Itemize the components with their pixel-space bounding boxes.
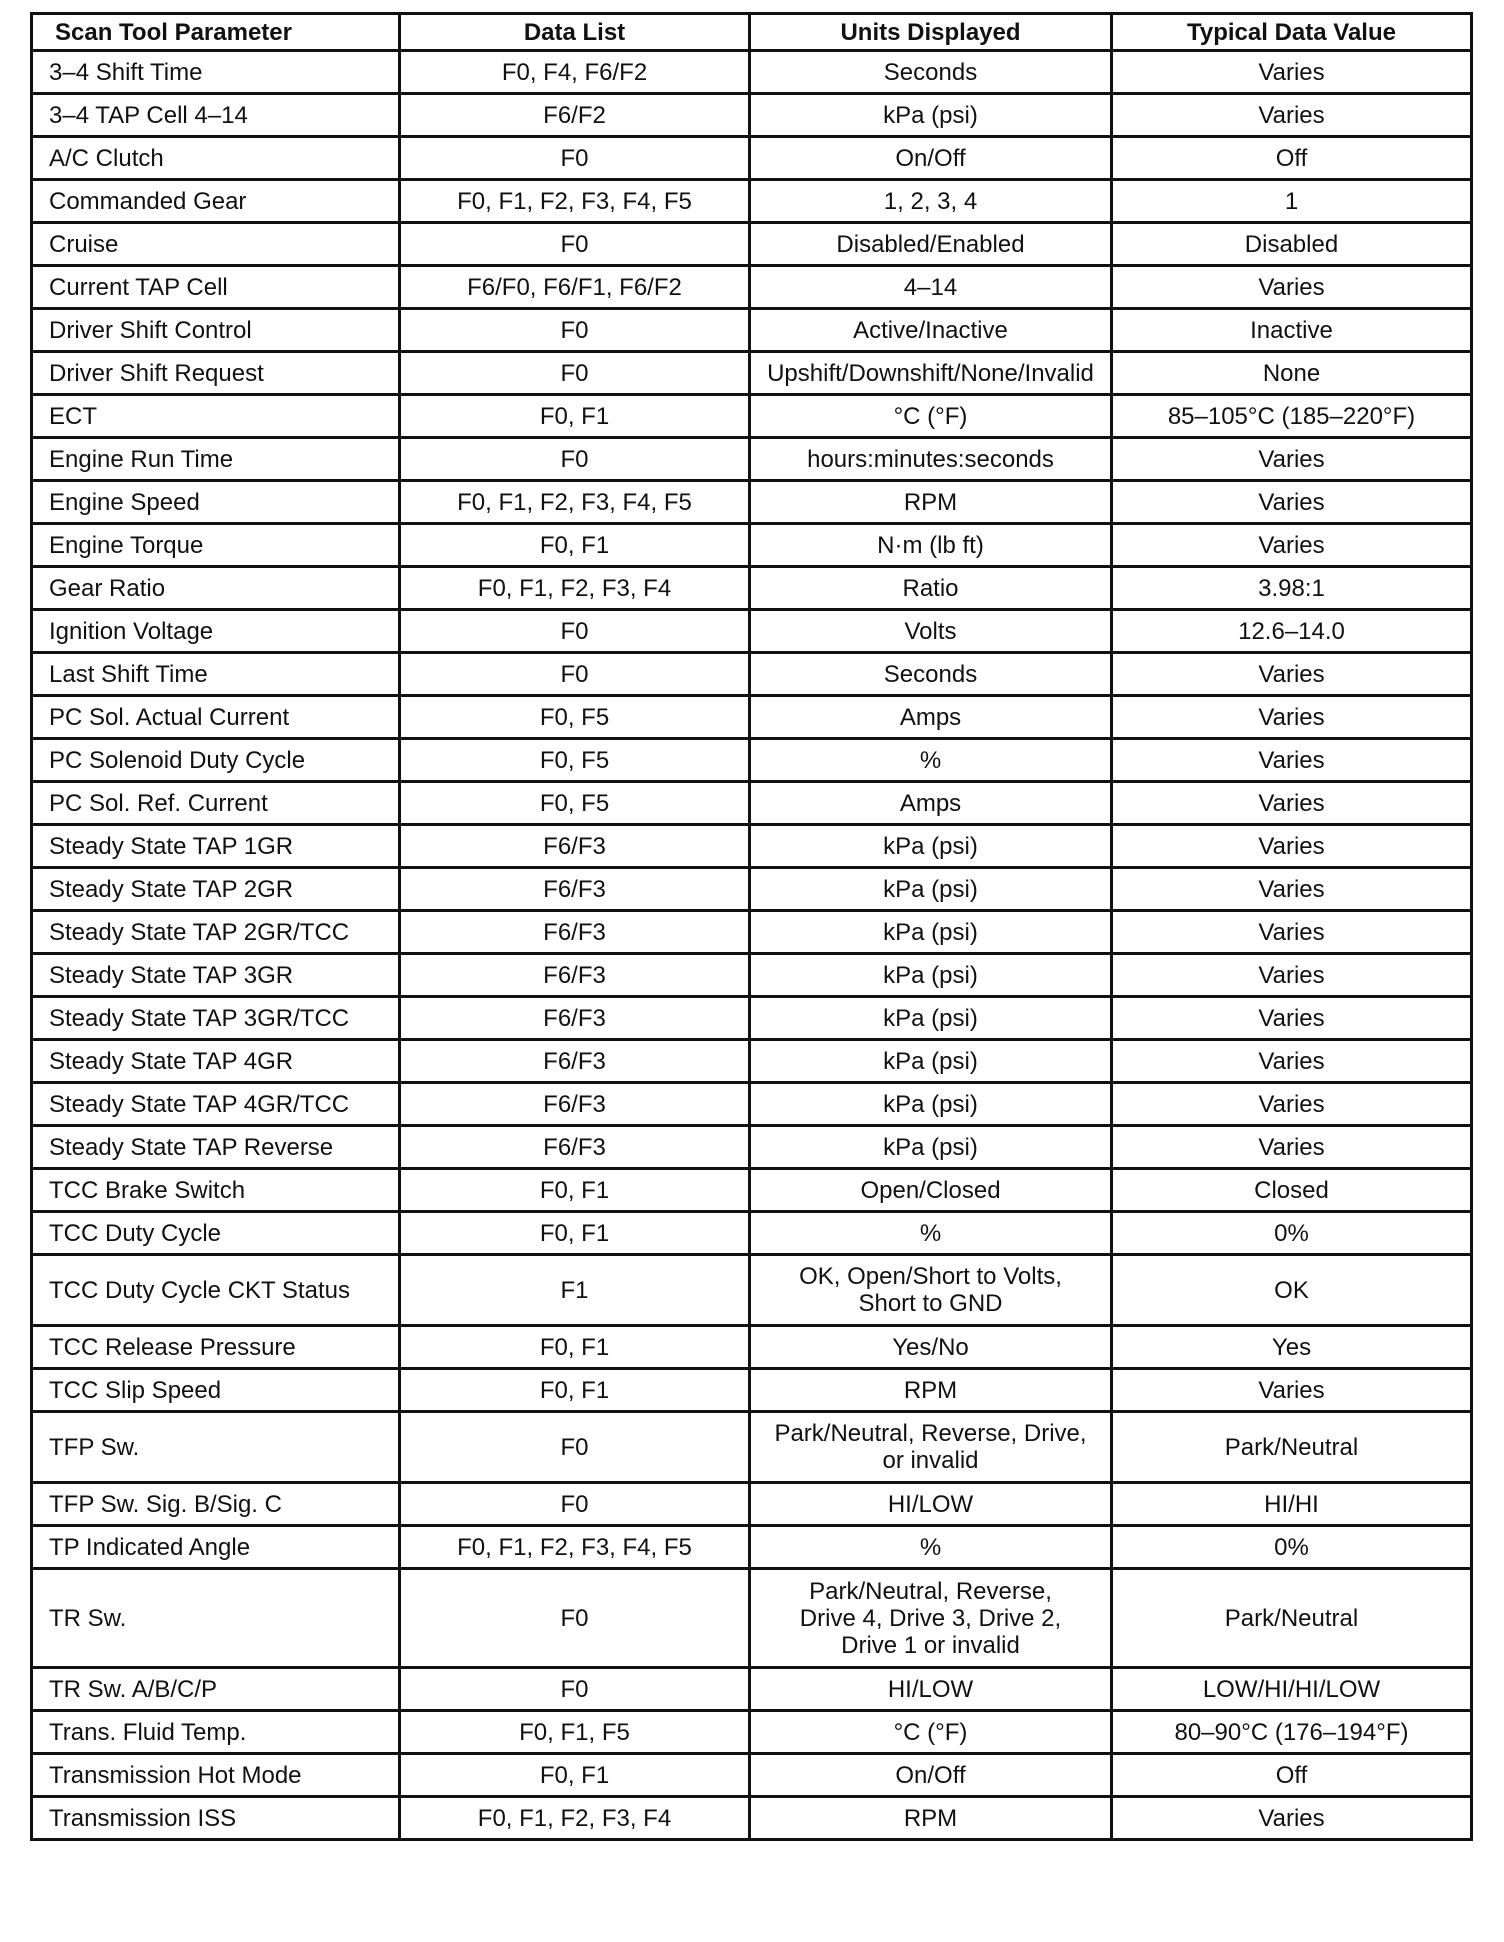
cell-parameter: TCC Duty Cycle CKT Status bbox=[32, 1255, 400, 1326]
cell-typical-value: Varies bbox=[1112, 1126, 1472, 1169]
table-row bbox=[32, 1797, 1472, 1840]
cell-parameter: 3–4 Shift Time bbox=[32, 51, 400, 94]
cell-units: kPa (psi) bbox=[750, 911, 1112, 954]
cell-units: Active/Inactive bbox=[750, 309, 1112, 352]
cell-typical-value: Varies bbox=[1112, 51, 1472, 94]
table-row bbox=[32, 739, 1472, 782]
table-row bbox=[32, 868, 1472, 911]
cell-typical-value: Varies bbox=[1112, 954, 1472, 997]
table-row bbox=[32, 567, 1472, 610]
cell-parameter: ECT bbox=[32, 395, 400, 438]
cell-units: kPa (psi) bbox=[750, 1083, 1112, 1126]
cell-typical-value: Varies bbox=[1112, 911, 1472, 954]
header-data-list: Data List bbox=[400, 14, 750, 51]
table-header-row bbox=[32, 14, 1472, 51]
cell-parameter: TR Sw. bbox=[32, 1569, 400, 1668]
cell-typical-value: Varies bbox=[1112, 997, 1472, 1040]
cell-typical-value: Varies bbox=[1112, 653, 1472, 696]
cell-data-list: F6/F3 bbox=[400, 954, 750, 997]
table-row bbox=[32, 954, 1472, 997]
cell-units: °C (°F) bbox=[750, 1711, 1112, 1754]
cell-units: OK, Open/Short to Volts, Short to GND bbox=[750, 1255, 1112, 1326]
table-body bbox=[32, 51, 1472, 1840]
cell-parameter: TCC Release Pressure bbox=[32, 1326, 400, 1369]
cell-units: Yes/No bbox=[750, 1326, 1112, 1369]
cell-units: kPa (psi) bbox=[750, 1040, 1112, 1083]
cell-units: kPa (psi) bbox=[750, 868, 1112, 911]
cell-parameter: Gear Ratio bbox=[32, 567, 400, 610]
cell-parameter: TCC Duty Cycle bbox=[32, 1212, 400, 1255]
cell-units: Upshift/Downshift/None/Invalid bbox=[750, 352, 1112, 395]
table-row bbox=[32, 1754, 1472, 1797]
cell-data-list: F0 bbox=[400, 1483, 750, 1526]
cell-parameter: Steady State TAP 4GR bbox=[32, 1040, 400, 1083]
cell-typical-value: 0% bbox=[1112, 1526, 1472, 1569]
table-row bbox=[32, 137, 1472, 180]
cell-typical-value: Varies bbox=[1112, 1797, 1472, 1840]
table-row bbox=[32, 1711, 1472, 1754]
table-row bbox=[32, 1369, 1472, 1412]
cell-units: RPM bbox=[750, 1369, 1112, 1412]
header-scan-tool-parameter: Scan Tool Parameter bbox=[32, 14, 400, 51]
cell-data-list: F0 bbox=[400, 610, 750, 653]
cell-units: HI/LOW bbox=[750, 1483, 1112, 1526]
header-typical-data-value: Typical Data Value bbox=[1112, 14, 1472, 51]
cell-parameter: A/C Clutch bbox=[32, 137, 400, 180]
table-row bbox=[32, 438, 1472, 481]
cell-units: kPa (psi) bbox=[750, 1126, 1112, 1169]
table-row bbox=[32, 1569, 1472, 1668]
table-row bbox=[32, 1169, 1472, 1212]
cell-units: On/Off bbox=[750, 1754, 1112, 1797]
table-row bbox=[32, 524, 1472, 567]
cell-data-list: F0, F1 bbox=[400, 1369, 750, 1412]
table-row bbox=[32, 1412, 1472, 1483]
cell-data-list: F0 bbox=[400, 223, 750, 266]
cell-data-list: F0, F1, F2, F3, F4, F5 bbox=[400, 1526, 750, 1569]
cell-data-list: F6/F3 bbox=[400, 997, 750, 1040]
cell-data-list: F0, F1 bbox=[400, 524, 750, 567]
table-row bbox=[32, 782, 1472, 825]
table-row bbox=[32, 1255, 1472, 1326]
cell-units: kPa (psi) bbox=[750, 997, 1112, 1040]
cell-parameter: PC Sol. Actual Current bbox=[32, 696, 400, 739]
cell-parameter: Commanded Gear bbox=[32, 180, 400, 223]
cell-typical-value: None bbox=[1112, 352, 1472, 395]
cell-units: RPM bbox=[750, 481, 1112, 524]
cell-data-list: F0, F5 bbox=[400, 739, 750, 782]
cell-units: % bbox=[750, 1526, 1112, 1569]
cell-data-list: F0, F1, F2, F3, F4, F5 bbox=[400, 180, 750, 223]
table-row bbox=[32, 51, 1472, 94]
cell-data-list: F0 bbox=[400, 352, 750, 395]
cell-data-list: F0, F1 bbox=[400, 395, 750, 438]
cell-units: kPa (psi) bbox=[750, 954, 1112, 997]
cell-parameter: PC Sol. Ref. Current bbox=[32, 782, 400, 825]
cell-typical-value: Varies bbox=[1112, 524, 1472, 567]
cell-data-list: F0 bbox=[400, 137, 750, 180]
cell-data-list: F1 bbox=[400, 1255, 750, 1326]
cell-typical-value: Varies bbox=[1112, 94, 1472, 137]
cell-data-list: F6/F3 bbox=[400, 1040, 750, 1083]
cell-data-list: F0, F5 bbox=[400, 696, 750, 739]
cell-parameter: Engine Speed bbox=[32, 481, 400, 524]
cell-typical-value: Varies bbox=[1112, 1040, 1472, 1083]
cell-typical-value: Varies bbox=[1112, 266, 1472, 309]
cell-data-list: F6/F3 bbox=[400, 1083, 750, 1126]
cell-data-list: F0, F1 bbox=[400, 1169, 750, 1212]
cell-units: Seconds bbox=[750, 51, 1112, 94]
cell-typical-value: Off bbox=[1112, 137, 1472, 180]
cell-typical-value: Disabled bbox=[1112, 223, 1472, 266]
cell-data-list: F6/F3 bbox=[400, 825, 750, 868]
cell-typical-value: Varies bbox=[1112, 1083, 1472, 1126]
table-row bbox=[32, 180, 1472, 223]
cell-units: kPa (psi) bbox=[750, 94, 1112, 137]
cell-parameter: Driver Shift Request bbox=[32, 352, 400, 395]
cell-data-list: F0, F1 bbox=[400, 1326, 750, 1369]
cell-units: On/Off bbox=[750, 137, 1112, 180]
table-row bbox=[32, 352, 1472, 395]
cell-typical-value: Varies bbox=[1112, 696, 1472, 739]
table-row bbox=[32, 1326, 1472, 1369]
cell-typical-value: 3.98:1 bbox=[1112, 567, 1472, 610]
cell-typical-value: Varies bbox=[1112, 438, 1472, 481]
cell-typical-value: Yes bbox=[1112, 1326, 1472, 1369]
cell-units: Disabled/Enabled bbox=[750, 223, 1112, 266]
cell-typical-value: LOW/HI/HI/LOW bbox=[1112, 1668, 1472, 1711]
cell-units: Park/Neutral, Reverse, Drive, or invalid bbox=[750, 1412, 1112, 1483]
cell-units: HI/LOW bbox=[750, 1668, 1112, 1711]
table-row bbox=[32, 1526, 1472, 1569]
cell-parameter: Trans. Fluid Temp. bbox=[32, 1711, 400, 1754]
cell-typical-value: Off bbox=[1112, 1754, 1472, 1797]
cell-parameter: Steady State TAP 1GR bbox=[32, 825, 400, 868]
scan-tool-data-sheet bbox=[30, 12, 1470, 1841]
cell-parameter: Engine Run Time bbox=[32, 438, 400, 481]
cell-data-list: F0, F1, F2, F3, F4 bbox=[400, 567, 750, 610]
table-row bbox=[32, 1483, 1472, 1526]
cell-data-list: F6/F3 bbox=[400, 911, 750, 954]
cell-data-list: F0 bbox=[400, 1668, 750, 1711]
cell-units: Ratio bbox=[750, 567, 1112, 610]
cell-typical-value: Varies bbox=[1112, 481, 1472, 524]
table-row bbox=[32, 696, 1472, 739]
cell-typical-value: 12.6–14.0 bbox=[1112, 610, 1472, 653]
cell-parameter: Last Shift Time bbox=[32, 653, 400, 696]
cell-parameter: 3–4 TAP Cell 4–14 bbox=[32, 94, 400, 137]
cell-typical-value: 80–90°C (176–194°F) bbox=[1112, 1711, 1472, 1754]
cell-parameter: Steady State TAP 3GR bbox=[32, 954, 400, 997]
cell-typical-value: Varies bbox=[1112, 739, 1472, 782]
table-row bbox=[32, 1126, 1472, 1169]
cell-data-list: F6/F0, F6/F1, F6/F2 bbox=[400, 266, 750, 309]
table-row bbox=[32, 1212, 1472, 1255]
cell-typical-value: 85–105°C (185–220°F) bbox=[1112, 395, 1472, 438]
table-row bbox=[32, 997, 1472, 1040]
cell-parameter: Cruise bbox=[32, 223, 400, 266]
cell-data-list: F0, F1, F5 bbox=[400, 1711, 750, 1754]
cell-parameter: Steady State TAP 2GR/TCC bbox=[32, 911, 400, 954]
cell-parameter: Ignition Voltage bbox=[32, 610, 400, 653]
cell-data-list: F6/F3 bbox=[400, 868, 750, 911]
cell-parameter: Steady State TAP 3GR/TCC bbox=[32, 997, 400, 1040]
cell-parameter: Transmission ISS bbox=[32, 1797, 400, 1840]
cell-units: Amps bbox=[750, 782, 1112, 825]
cell-parameter: TCC Slip Speed bbox=[32, 1369, 400, 1412]
cell-units: 4–14 bbox=[750, 266, 1112, 309]
cell-typical-value: Inactive bbox=[1112, 309, 1472, 352]
cell-units: RPM bbox=[750, 1797, 1112, 1840]
table-row bbox=[32, 481, 1472, 524]
cell-parameter: Engine Torque bbox=[32, 524, 400, 567]
cell-parameter: TR Sw. A/B/C/P bbox=[32, 1668, 400, 1711]
cell-data-list: F0, F1 bbox=[400, 1754, 750, 1797]
cell-units: N·m (lb ft) bbox=[750, 524, 1112, 567]
cell-data-list: F0, F1 bbox=[400, 1212, 750, 1255]
table-row bbox=[32, 1083, 1472, 1126]
cell-parameter: TCC Brake Switch bbox=[32, 1169, 400, 1212]
table-row bbox=[32, 610, 1472, 653]
cell-typical-value: Park/Neutral bbox=[1112, 1569, 1472, 1668]
cell-data-list: F0 bbox=[400, 438, 750, 481]
cell-data-list: F0, F5 bbox=[400, 782, 750, 825]
cell-parameter: TFP Sw. bbox=[32, 1412, 400, 1483]
cell-data-list: F0 bbox=[400, 653, 750, 696]
header-units-displayed: Units Displayed bbox=[750, 14, 1112, 51]
cell-units: hours:minutes:seconds bbox=[750, 438, 1112, 481]
cell-parameter: Current TAP Cell bbox=[32, 266, 400, 309]
table-row bbox=[32, 1040, 1472, 1083]
cell-units: Open/Closed bbox=[750, 1169, 1112, 1212]
cell-typical-value: 0% bbox=[1112, 1212, 1472, 1255]
cell-data-list: F0 bbox=[400, 1412, 750, 1483]
cell-typical-value: Varies bbox=[1112, 1369, 1472, 1412]
cell-units: % bbox=[750, 739, 1112, 782]
cell-parameter: Driver Shift Control bbox=[32, 309, 400, 352]
scan-tool-data-table bbox=[30, 12, 1473, 1841]
table-row bbox=[32, 825, 1472, 868]
cell-parameter: TFP Sw. Sig. B/Sig. C bbox=[32, 1483, 400, 1526]
cell-parameter: Steady State TAP 2GR bbox=[32, 868, 400, 911]
table-row bbox=[32, 94, 1472, 137]
cell-data-list: F0 bbox=[400, 1569, 750, 1668]
cell-data-list: F0 bbox=[400, 309, 750, 352]
cell-units: Volts bbox=[750, 610, 1112, 653]
cell-typical-value: Park/Neutral bbox=[1112, 1412, 1472, 1483]
cell-data-list: F0, F1, F2, F3, F4 bbox=[400, 1797, 750, 1840]
cell-typical-value: Closed bbox=[1112, 1169, 1472, 1212]
cell-typical-value: HI/HI bbox=[1112, 1483, 1472, 1526]
cell-data-list: F6/F2 bbox=[400, 94, 750, 137]
cell-units: % bbox=[750, 1212, 1112, 1255]
table-row bbox=[32, 911, 1472, 954]
cell-data-list: F0, F4, F6/F2 bbox=[400, 51, 750, 94]
cell-units: Seconds bbox=[750, 653, 1112, 696]
cell-units: kPa (psi) bbox=[750, 825, 1112, 868]
table-row bbox=[32, 266, 1472, 309]
cell-typical-value: Varies bbox=[1112, 782, 1472, 825]
cell-parameter: Transmission Hot Mode bbox=[32, 1754, 400, 1797]
cell-typical-value: Varies bbox=[1112, 868, 1472, 911]
table-row bbox=[32, 309, 1472, 352]
cell-units: °C (°F) bbox=[750, 395, 1112, 438]
cell-units: Amps bbox=[750, 696, 1112, 739]
cell-typical-value: 1 bbox=[1112, 180, 1472, 223]
cell-data-list: F6/F3 bbox=[400, 1126, 750, 1169]
table-row bbox=[32, 653, 1472, 696]
cell-parameter: TP Indicated Angle bbox=[32, 1526, 400, 1569]
table-row bbox=[32, 223, 1472, 266]
cell-typical-value: Varies bbox=[1112, 825, 1472, 868]
cell-typical-value: OK bbox=[1112, 1255, 1472, 1326]
cell-parameter: Steady State TAP 4GR/TCC bbox=[32, 1083, 400, 1126]
cell-data-list: F0, F1, F2, F3, F4, F5 bbox=[400, 481, 750, 524]
table-row bbox=[32, 1668, 1472, 1711]
table-row bbox=[32, 395, 1472, 438]
cell-parameter: Steady State TAP Reverse bbox=[32, 1126, 400, 1169]
cell-units: 1, 2, 3, 4 bbox=[750, 180, 1112, 223]
cell-units: Park/Neutral, Reverse, Drive 4, Drive 3, Drive 2, Drive 1 or invalid bbox=[750, 1569, 1112, 1668]
cell-parameter: PC Solenoid Duty Cycle bbox=[32, 739, 400, 782]
